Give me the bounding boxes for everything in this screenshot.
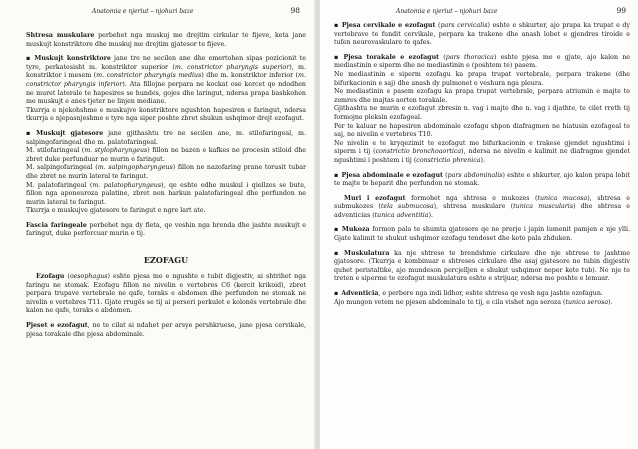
latin-term: m. constrictor pharyngis inferior (26, 72, 306, 88)
paragraph-text: Tkurrja e muskujve gjatesore te faringut e ngre lart ate. (26, 207, 206, 215)
term-fascia-faringeale: Fascia faringeale (26, 221, 87, 229)
running-title: Anatomia e njeriut – njohuri baze (92, 8, 194, 15)
paragraph-text: jane gjithashtu tre ne secilen ane, m. stilofaringeal, m. salpingofaringeal dhe m. palatofaringeal. (26, 129, 306, 146)
latin-term: m. salpingopharyngeus (97, 164, 173, 172)
paragraph-text: perbehet nga muskuj me drejtim cirkular te fijeve, keta jane muskujt konstriktore dhe muskuj me drejtim gjatesor te fijeve. (26, 32, 306, 48)
paragraph-longitudinal-muscles (26, 130, 306, 216)
paragraph-adventitia (334, 290, 630, 307)
bullet-icon: ▪ (334, 53, 341, 61)
term-pjesa-abdominale: Pjesa abdominale e ezofagut (341, 171, 443, 179)
bullet-icon: ▪ (334, 22, 339, 29)
term-ezofagu: Ezofagu (36, 273, 65, 281)
paragraph-text: ) fillon ne nazofaring prane torusit tubar dhe zbret ne murin lateral te faringut. (26, 164, 306, 180)
paragraph-esophagus (26, 273, 306, 316)
paragraph-text: ). (428, 211, 434, 219)
paragraph-text: ). (480, 156, 485, 164)
paragraph-text: eshte e shkurter, ajo kalon prapa lobit te majte te heparit dhe perfundon ne stomak. (334, 171, 630, 188)
term-muskujt-konstriktore: Muskujt konstriktore (34, 55, 111, 63)
latin-term: m. palatopharyngeus (92, 181, 162, 189)
latin-term: oesophagus (69, 273, 108, 281)
paragraph-text: M. stilofaringeal ( (26, 147, 85, 155)
paragraph-text: Per te kaluar ne hapesiren abdominale ezofagu shpon diafragmen ne hiatusin ezofageal te saj, ne nivelin e vertebres T10. (334, 122, 630, 139)
paragraph-esophageal-wall (334, 195, 630, 221)
paragraph-text: ) dhe shtresa e adventicias ( (334, 203, 630, 219)
term-mukoza: Mukoza (341, 226, 370, 234)
paragraph-text: formon pala te shumta gjatesore qe ne prerje i japin lumenit pamjen e nje ylli. Gjate kalimit te shukut ushqimor ezofagu tendoset dhe keto pala zhduken. (334, 226, 630, 243)
latin-term: tunica serosa (565, 298, 609, 306)
left-page-header (26, 6, 306, 22)
paragraph-text: , e perbere nga indi lidhor, eshte shtresa qe vesh nga jashte ezofagun. (378, 290, 603, 298)
chapter-heading: EZOFAGU (143, 255, 189, 266)
paragraph-abdominal-part: ▪ Pjesa abdominale e ezofagut (pars abdominalis) eshte e shkurter, ajo kalon prapa lobit te majte te heparit dhe perfundon ne stomak. (334, 171, 630, 188)
paragraph-text: ), shtresa e submukozes ( (334, 194, 631, 211)
paragraph-text: ) dhe m. konstriktor inferior ( (201, 72, 299, 80)
paragraph-text: Ajo mungon vetem ne pjesen abdominale te tij, e cila vishet nga seroza ( (334, 298, 566, 306)
paragraph-text: jane tre ne secilen ane dhe emertohen sipas pozicionit te tyre, perkatesisht m. konstriktor superior ( (26, 55, 306, 71)
latin-term: m. stylopharyngeus (84, 147, 148, 155)
page-number: 98 (290, 6, 300, 15)
paragraph-text: eshte pjesa me e gjate, ajo kalon ne mediastinin e siperm dhe ne mediastinin e (poshtem te) pasem. (334, 53, 630, 70)
paragraph-text: M. palatofaringeal ( (26, 181, 93, 189)
term-pjesa-torakale: Pjesa torakale e ezofagut (343, 53, 440, 61)
bullet-icon: ▪ (334, 290, 339, 298)
term-pjeset-e-ezofagut: Pjeset e ezofagut (26, 322, 88, 330)
paragraph-text: ), m. konstriktor i mesem ( (26, 63, 306, 80)
latin-term: constrictio bronchoaortica (375, 148, 462, 156)
paragraph-text: ) eshte pjesa me e ngushte e tubit digjestiv, ai shtrihet nga faringu ne stomak. Ezofagu fillon ne nivelin e vertebres C6 (kercit krikoid), zbret perpara trupave vertebrale ne qafe, toraks e abdomen dhe perfundon ne stomak ne nivelin e vertebres T11. Gjate rrugës se tij ai perseri perkulet e kolonës vertebrale dhe kalon ne qafe, toraks e abdomen. (26, 273, 306, 315)
paragraph-muscular-layer (26, 32, 306, 49)
paragraph-text: , ne te cilat ai ndahet per arsye pershkruese, jane pjesa cervikale, pjesa torakale dhe pjesa abdominale. (26, 322, 306, 338)
paragraph-text: Ne mediastinin e siperm ezofagu ka prapa trupat vertebrale, perpara trakene (dhe bifurkacionin e saj) dhe anash dy pulmonet e veshura nga pleura. (334, 70, 630, 87)
bullet-icon: ▪ (26, 129, 34, 137)
paragraph-esophagus-parts (26, 322, 306, 339)
paragraph-text: ), shtresa muskulare ( (433, 203, 514, 211)
paragraph-cervical-part: ▪ Pjesa cervikale e ezofagut (pars cervicalis) eshte e shkurter, ajo prapa ka trupat e dy vertebrave te fundit cervikale, perpara ka trakene dhe anash lobet e gjendres tiroide e tufen neurovaskulare te qafes. (334, 22, 630, 47)
paragraph-text: Gjithashtu ne murin e ezofagut zbresin n. vag i majte dhe n. vag i djathte, te cilet rreth tij formojne pleksin ezofageal. (334, 105, 630, 121)
paragraph-text: ), ndersa ne nivelin e kalimit ne diafragme gjendet ngushtimi i poshtem i tij ( (334, 148, 630, 164)
paragraph-mucosa (334, 226, 630, 243)
latin-term: tela submucosa (380, 203, 434, 211)
bullet-icon: ▪ (334, 249, 342, 257)
paragraph-text: ). (608, 298, 613, 306)
paragraph-text: perbehet nga dy fleta, qe veshin nga brenda dhe jashte muskujt e faringut, duke perforcuar murin e tij. (26, 221, 307, 238)
paragraph-text: ), qe eshte edhe muskul i qiellzes se bute, fillon nga aponeuroza palatine, zbret nen harkun palatofaringeal dhe perfundon ne murin lateral te faringut. (26, 181, 306, 206)
bullet-icon: ▪ (334, 171, 339, 179)
paragraph-text: M. salpingofaringeal ( (26, 164, 98, 172)
right-page-header (334, 6, 630, 22)
running-title: Anatomia e njeriut – njohuri baze (396, 8, 498, 15)
latin-term: pars abdominalis (447, 171, 503, 179)
paragraph-constrictor-muscles (26, 55, 306, 124)
term-muskulatura: Muskulatura (344, 249, 390, 257)
latin-term: m. constrictor pharyngis superior (174, 63, 290, 71)
latin-term: m. constrictor pharyngis medius (96, 72, 202, 80)
term-muskujt-gjatesore: Muskujt gjatesore (36, 129, 104, 137)
latin-term: pars thoracica (445, 53, 494, 61)
latin-term: constrictio phrenica (416, 156, 481, 164)
bullet-icon: ▪ (26, 55, 32, 63)
term-muri-i-ezofagut: Muri i ezofagut (344, 194, 406, 202)
latin-term: tunica muscularis (513, 203, 574, 211)
paragraph-text: ). Ata fillojne perpara ne kockat ose kercet qe ndodhen ne muret laterale te hapesires se hundes, gojes dhe laringut, ndersa prapa bashkohen me muskujt e anes tjeter ne linjen mediane. (26, 80, 306, 106)
latin-term: tunica mucosa (537, 194, 588, 202)
left-page (0, 0, 316, 449)
right-page (320, 0, 638, 449)
paragraph-text: ( (64, 273, 70, 281)
term-adventicia: Adventicia (341, 290, 379, 298)
bullet-icon: ▪ (334, 226, 339, 234)
paragraph-thoracic-part: ▪ Pjesa torakale e ezofagut (pars thoracica) eshte pjesa me e gjate, ajo kalon ne mediastinin e siperm dhe ne mediastinin e (poshtem te) pasem. Ne mediastinin e siperm ezofagu ka prapa trupat vertebrale, perpara trakene (dhe bifurkacionin e saj) dhe anash dy pulmonet e veshura nga pleura. Ne mediastinin e pasem ezofagu ka prapa trupat vertebrale, perpara atriumin e majte te zemres dhe majtas aorten torakale. Gjithashtu ne murin e ezofagut zbresin n. vag i majte dhe n. vag i djathte, te cilet rreth tij formojne pleksin ezofageal. Per te kaluar ne hapesiren abdominale ezofagu shpon diafragmen ne hiatusin ezofageal te saj, ne nivelin e vertebres T10. Ne nivelin e te kryqezimit te ezofagut me bifurkacionin e trakese gjendet ngushtimi i siperm i tij (constrictio bronchoaortica), ndersa ne nivelin e kalimit ne diafragme gjendet ngushtimi i poshtem i tij (constrictio phrenica). (334, 53, 630, 164)
latin-term: tunica adventitia (374, 211, 429, 219)
paragraph-text: ka nje shtrese te brendshme cirkulare dhe nje shtrese te jashtme gjatesore. (Tkurrja e kombinuar e shtreses cirkulare dhe asaj gjatesore ne tubin digjestiv quhet peristaltike, ajo mundeson percjelljen e shukut ushqimor neper kete tub). Ne nje te treten e siperme te ezofagut muskulatura eshte e strijuar, ndersa me poshte e lemuar. (334, 249, 630, 283)
term-pjesa-cervikale: Pjesa cervikale e ezofagut (341, 22, 436, 29)
page-number: 99 (616, 6, 626, 15)
paragraph-text: Ne nivelin e te kryqezimit te ezofagut me bifurkacionin e trakese gjendet ngushtimi i siperm i tij ( (334, 139, 630, 156)
paragraph-text: eshte e shkurter, ajo prapa ka trupat e dy vertebrave te fundit cervikale, perpara ka trakene dhe anash lobet e gjendres tiroide e tufen neurovaskulare te qafes. (334, 22, 630, 47)
paragraph-text: ) fillon ne bazen e kafkes ne procesin stiloid dhe zbret duke perfunduar ne murin e faringut. (26, 147, 307, 163)
paragraph-text: Tkurrja e njekohshme e muskujve konstriktore ngushton hapesiren e faringut, ndersa tkurrja e njepasnjeshme e tyre nga siper poshte zbret shukun ushqimor drejt ezofagut. (26, 106, 306, 123)
latin-term: pars cervicalis (440, 22, 488, 29)
paragraph-text: Ne mediastinin e pasem ezofagu ka prapa trupat vertebrale, perpara atriumin e majte te zemres dhe majtas aorten torakale. (334, 88, 630, 104)
paragraph-musculature (334, 250, 630, 284)
paragraph-pharyngeal-fascia (26, 222, 306, 239)
term-shtresa-muskulare: Shtresa muskulare (26, 32, 95, 39)
paragraph-text: formohet nga shtresa e mukozes ( (405, 194, 538, 202)
